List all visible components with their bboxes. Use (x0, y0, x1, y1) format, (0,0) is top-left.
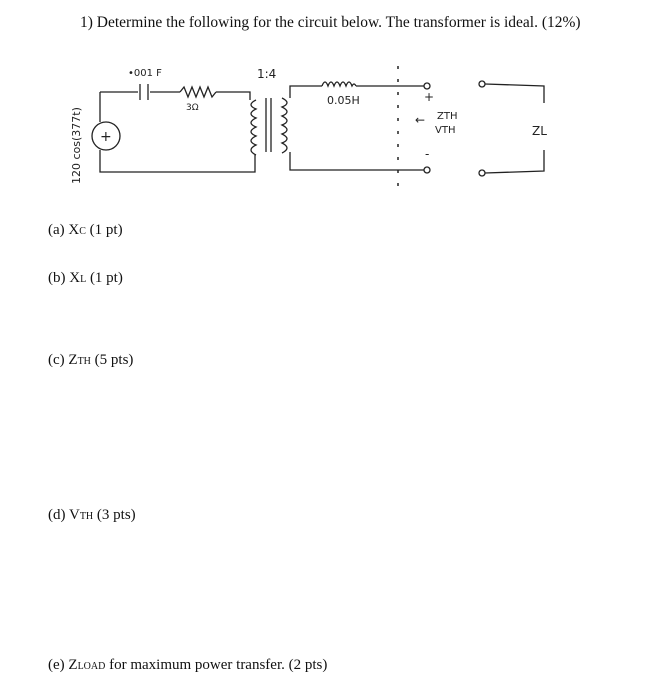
terminal-minus-label: - (425, 147, 430, 161)
terminal-bottom (424, 167, 430, 173)
load-wire-bottom (485, 150, 544, 173)
question-number: 1) (80, 14, 93, 31)
inductor-label: 0.05H (327, 94, 360, 107)
part-a: (a) XC (1 pt) (48, 222, 123, 238)
part-c: (c) ZTH (5 pts) (48, 352, 134, 368)
arrow-label: ← (415, 113, 426, 127)
wire-secondary-bottom (290, 152, 424, 170)
zl-label: ZL (532, 124, 547, 138)
source-polarity: + (100, 129, 112, 145)
secondary-coil (282, 98, 287, 153)
question-text: Determine the following for the circuit below. The transformer is ideal. (12%) (96, 14, 581, 31)
zth-label: ZTH (437, 111, 458, 122)
terminal-top (424, 83, 430, 89)
load-terminal-top (479, 81, 485, 87)
part-b: (b) XL (1 pt) (48, 270, 123, 286)
load-terminal-bottom (479, 170, 485, 176)
resistor-zigzag (180, 87, 216, 97)
source-label: 120 cos(377t) (70, 107, 83, 184)
circuit-diagram (0, 0, 665, 200)
terminal-plus-label: + (424, 90, 435, 104)
wire-primary-top (100, 92, 250, 100)
inductor-coil (322, 82, 356, 86)
part-d: (d) VTH (3 pts) (48, 507, 136, 523)
resistor-label: 3Ω (186, 103, 199, 113)
secondary-loop (290, 66, 430, 190)
part-e: (e) ZLOAD for maximum power transfer. (2 pts) (48, 657, 328, 673)
capacitor-label: •001 F (128, 68, 162, 79)
load-wire-top (485, 84, 544, 103)
primary-coil (251, 100, 256, 155)
ratio-label: 1:4 (257, 67, 277, 81)
primary-loop (92, 84, 287, 172)
wire-primary-left (100, 92, 255, 172)
vth-label: VTH (435, 125, 456, 136)
